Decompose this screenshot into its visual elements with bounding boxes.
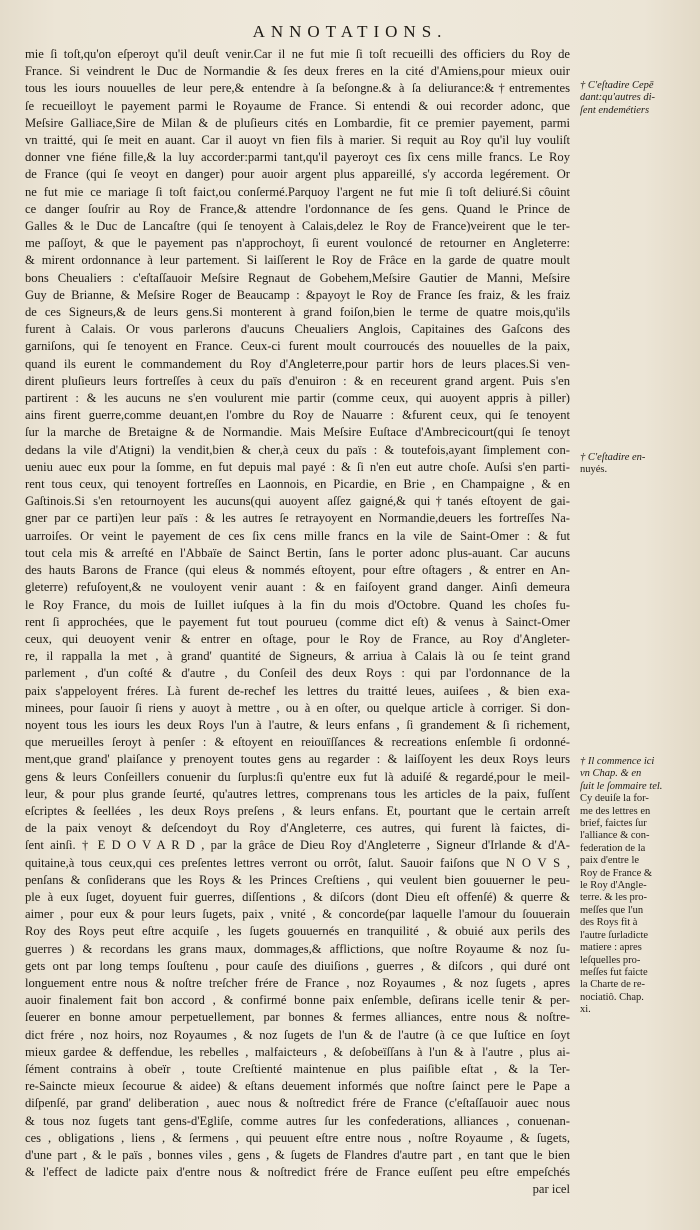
text-line: dict frére , noz hoirs, noz Royaumes , & noz ſugets de l'un & de l'autre (à ce que Iuſtice en ſoyt — [25, 1027, 570, 1042]
text-line: & mirent ordonnance à leur partement. Si laiſſerent le Roy de Frâce en la garde de quatre moult — [25, 253, 570, 268]
margin-note-line: nociatiô. Chap. — [580, 991, 644, 1003]
text-line: rent ſi approchées, que le payement fut tout pourueu (comme dict eſt) & venus à Sainct-Omer — [25, 614, 570, 629]
text-line: & l'effect de ladicte paix d'entre nous & noſtredict frére de France euſſent peu eſtre empeſchés — [25, 1165, 570, 1180]
text-line: d'une part , & le païs , bonnes viles , gens , & ſugets de Flandres d'autre part , en tant que le bien — [25, 1148, 570, 1162]
text-line: que merueilles ſeroyt à penſer : & eſtoyent en reiouïſſances & recreations enſemble ſi ordonné- — [25, 735, 570, 750]
text-line: gner par ce parti)en leur païs : & les autres ſe retrayoyent en Normandie,deuers les fortreſſes Na- — [25, 511, 570, 526]
text-line: noyent tous les iours les deux Roys l'un à l'autre, & leurs enfans , ſi grandement & ſi richement, — [25, 717, 570, 732]
text-line: mieux gardee & deffendue, les rebelles , malfaicteurs , & deſobeïſſans à l'un & à l'autre , plus ai- — [25, 1044, 570, 1059]
text-line: ſeuerer en bonne amour perpetuellement, par bonnes & fermes alliances, entre nous & noſtre- — [25, 1010, 570, 1025]
margin-note-line: des Roys fit à — [580, 917, 638, 929]
text-line: auoir finalement fait bon accord , & confirmé bonne paix enſemble, deſirans icelle tenir & per- — [25, 993, 570, 1008]
margin-note-line: l'autre ſurladicte — [580, 929, 649, 941]
text-line: leur, & pour plus grande ſeurté, qu'autres lettres, comprenans tous les articles de la paix, fuſſent — [25, 786, 570, 801]
text-line: ce danger ſouſrir au Roy de France,& attendre l'ordonnance de ſes gens. Quand le Prince de — [25, 201, 570, 216]
text-line: paix s'appeloyent fréres. Là furent de-rechef les lettres du traitté leues, auiſees , & bien exa- — [25, 683, 570, 698]
text-line: bons Cheualiers : c'eſtaſſauoir Meſsire Regnaut de Gobehem,Meſsire Gautier de Manni, Meſsire — [25, 270, 570, 285]
text-line: ceux, qui deuoyent venir & entrer en oſtage, pour le Roy de France, au Roy d'Angleter- — [25, 631, 570, 646]
margin-note-line: Roy de France & — [580, 867, 653, 879]
text-line: vn traitté, qui ſe meit en auant. Car il auoyt vn fien fils à marier. Si requit au Roy qu'il luy vouliſt — [25, 133, 570, 148]
margin-note-line: Cy deuiſe la for- — [580, 793, 649, 805]
margin-note-2 — [580, 452, 692, 477]
text-line: Galles & le Duc de Lancaſtre (qui ſe tenoyent à Calais,delez le Roy de France)veirent que le ter- — [25, 219, 570, 234]
text-line: ſur la marche de Bretaigne & de Normandie. Mais Meſsire Euſtace d'Ambrecicourt(qui ſe tenoyt — [25, 425, 570, 440]
text-line: me paſſoyt, & que le payement pas n'approchoyt, ſi eurent vouloncé de retourner en Angleterre: — [25, 236, 570, 251]
text-line: Meſsire Galliace,Sire de Milan & de pluſieurs cités en Lombardie, fit ce premier payement, parmi — [25, 115, 570, 130]
text-line: France. Si veindrent le Duc de Normandie & ſes deux freres en la cité d'Amiens,pour mieux ouir — [25, 64, 570, 79]
text-line: de la paix venoyt & deſcendoyt du Roy d'Angleterre, ces autres, qui furent là faictes, di- — [25, 821, 570, 836]
text-line: par icel — [532, 1182, 570, 1197]
text-line: penſans & conſiderans que les Roys & les Princes Creſtiens , qui veulent bien gouuerner le peu- — [25, 872, 570, 887]
text-line: gleterre) refuſoyent,& ne vouloyent venir auant : & en faiſoyent grand danger. Ainſi demeura — [25, 580, 570, 595]
text-line: donner vne fiéne fille,& la luy accorder:parmi tant,qu'il payeroyt ces ſix cens mille francs. Le Roy — [25, 150, 570, 165]
text-line: ſément contrains à obeïr , toute Creſtienté maintenue en plus paiſible eſtat , & la Ter- — [25, 1061, 570, 1076]
text-line: mie ſi toſt,qu'on eſperoyt qu'il deuſt venir.Car il ne fut mie ſi toſt recueilli des officiers du Roy de — [25, 47, 570, 61]
text-line: tout cela mis & arreſté en l'Abbaïe de Sainct Bertin, ſans le porter adonc plus-auant. Car aucuns — [25, 545, 570, 560]
margin-note-line: ſuit le ſommaire tel. — [580, 780, 663, 792]
text-line: quitaine,à tous ceux,qui ces preſentes lettres verront ou orrôt, ſalut. Sauoir faiſons que N O V S , — [25, 855, 570, 870]
text-line: longuement entre nous & noſtre treſcher frére de France , noz Royaumes , & noz ſugets , apres — [25, 975, 570, 990]
text-line: eſcriptes & ſeellées , les deux Roys preſens , & leurs enfans. Et, pourtant que le certain arreſt — [25, 803, 570, 818]
text-line: gets ont par long temps ſouſtenu , pour cauſe des diuiſions , guerres , & diſcors , qui duré ont — [25, 958, 570, 973]
text-line: re, il rappalla la met , à grand' quantité de Signeurs, & arriua à Calais là ou ſe teint grand — [25, 649, 570, 664]
margin-note-line: meſſes fut faicte — [580, 966, 648, 978]
text-line: Guy de Brianne, & Meſsire Roger de Beaucamp : &payoyt le Roy de France ſes fraiz, & les fraiz — [25, 287, 570, 302]
text-line: partirent : & les aucuns ne s'en voulurent mie partir (comme ceux, qui auoyent appris à piller) — [25, 391, 570, 406]
text-line: parlement , d'un coſté & d'autre , du Conſeil des deux Roys : qui par l'ordonnance de la — [25, 666, 570, 681]
text-line: de France (qui ſe veoyt en danger) pour auoir argent plus appareillé, s'y accorda legérement. Or — [25, 167, 570, 182]
text-line: rent tous ceux, qui tenoyent fortreſſes en Laonnois, en Picardie, en Brie , en Champaigne , & en — [25, 477, 570, 492]
text-line: aimer , pour eux & pour leurs ſugets, paix , vnité , & concorde(par laquelle l'amour du ſouuerain — [25, 907, 570, 922]
margin-note-line: paix d'entre le — [580, 855, 640, 867]
margin-note-line: meſſes que l'un — [580, 904, 644, 916]
margin-note-line: leſquelles pro- — [580, 954, 641, 966]
margin-note-line: nuyés. — [580, 464, 608, 476]
text-line: Roy des Roys peut eſtre acquiſe , les ſugets gouuernés en tranquilité , & obuié aux perils des — [25, 924, 570, 939]
margin-note-line: l'alliance & con- — [580, 830, 650, 842]
text-line: dirent pluſieurs leurs fortreſſes à ceux du païs d'enuiron : & en receurent grand argent. Puis s'en — [25, 373, 570, 388]
text-line: Gaſtinois.Si s'en retournoyent les aucuns(qui auoyent aſſez gaigné,& qui†tanés eſtoyent de gai- — [25, 494, 570, 509]
margin-note-line: terre. & les pro- — [580, 892, 648, 904]
margin-note-line: la Charte de re- — [580, 979, 646, 991]
text-line: tous les iours nouuelles de leur pere,& entendre à ſa beſongne.& à ſa deliurance:&†entrementes — [25, 81, 570, 96]
text-line: ple à eux ſuget, doyuent fuir guerres, diſſentions , & diſcors (dont Dieu eſt offenſé) & querre & — [25, 889, 570, 904]
text-line: uarroiſes. Or veint le payement de ces ſix cens mille francs en la vile de Saint-Omer : & fut — [25, 528, 570, 543]
text-line: des hauts Barons de France (qui eleus & nommés eſtoyent, pour eſtre oſtagers , & entrer en An- — [25, 563, 570, 578]
margin-note-line: brief, faictes ſur — [580, 818, 647, 830]
margin-note-3 — [580, 756, 692, 1017]
text-line: garniſons, qui ſe tenoyent en France. Ceux-ci furent moult courroucés des nouuelles de la paix, — [25, 339, 570, 354]
margin-note-line: le Roy d'Angle- — [580, 880, 647, 892]
margin-note-line: federation de la — [580, 842, 646, 854]
text-line: re-Saincte mieux ſecourue & aidee) & eſtans deuement informés que noſtre ſainct pere le Pape a — [25, 1079, 570, 1094]
margin-note-1 — [580, 80, 692, 117]
text-line: ueniu auec eux pour la ſomme, en fut depuis mal payé : & ſi n'en eut autre choſe. Auſsi s'en parti- — [25, 459, 570, 474]
text-line: minees, pour ſauoir ſi riens y auoyt à mettre , ou à en oſter, ou quelque article à corriger. Si don- — [25, 700, 570, 715]
text-line: & tous noz ſugets tant gens-d'Egliſe, comme autres ſur les confederations, alliances , conuenan- — [25, 1113, 570, 1128]
margin-note-line: † C'eſtadire Cepē — [580, 80, 654, 91]
margin-note-line: matiere : apres — [580, 942, 642, 954]
text-line: ces , obligations , liens , & ſermens , qui peuuent eſtre entre nous , noſtre Royaume , & ſugets, — [25, 1130, 570, 1145]
text-line: de ces Signeurs,& de leurs gens.Si monterent à grand foiſon,bien le terme de quatre mois,qu'ils — [25, 305, 570, 320]
margin-note-line: † C'eſtadire en- — [580, 452, 646, 463]
text-line: ment,que grand' plaiſance y prenoyent toutes gens au regarder : & laiſſoyent les deux Roys leurs — [25, 752, 570, 767]
text-line: guerres ) & recordans les grans maux, dommages,& afflictions, que noſtre Royaume & noz ſu- — [25, 941, 570, 956]
text-line: quand ils eurent le commandement du Roy d'Angleterre,pour partir hors de leurs places.Si ven- — [25, 356, 570, 371]
body-text — [25, 46, 570, 1199]
margin-note-line: † Il commence ici — [580, 756, 655, 767]
text-line: le Roy France, du mois de Iuillet iuſques à la fin du mois d'Octobre. Quand les choſes fu- — [25, 597, 570, 612]
running-head: ANNOTATIONS. — [252, 22, 448, 41]
text-line: diſpenſé, par grand' deliberation , auec nous & noſtredict frére de France (c'eſtaſſauoir auec nous — [25, 1096, 570, 1111]
margin-note-line: dant:qu'autres di- — [580, 92, 656, 104]
text-line: ſent ainſi. † E D O V A R D , par la grâce de Dieu Roy d'Angleterre , Signeur d'Irlande & d'A- — [25, 838, 570, 853]
text-line: dedans la vile d'Atigni) la vendit,bien & cher,à ceux du païs : & toutefois,ayant ſimplement con- — [25, 442, 570, 457]
margin-note-line: me des lettres en — [580, 805, 651, 817]
text-line: ains firent guerre,comme deuant,en l'ombre du Roy de Nauarre : &furent ceux, qui ſe tenoyent — [25, 408, 570, 423]
text-line: furent à Calais. Or vous parlerons d'aucuns Cheualiers Anglois, Capitaines des Gaſcons des — [25, 322, 570, 337]
margin-note-line: vn Chap. & en — [580, 768, 642, 780]
text-line: gens & leurs Conſeillers conuenir du ſurplus:ſi qu'entre eux fut là aduiſé & regardé,pour le meil- — [25, 769, 570, 784]
text-line: ſe recueilloyt le payement parmi le Royaume de France. Si entendi & oui recorder adonc, que — [25, 98, 570, 113]
margin-note-line: ſent endemétiers — [580, 104, 650, 116]
text-line: ne fut mie ce mariage ſi toſt faict,ou conſermé.Parquoy l'argent ne fut mie ſi toſt deliuré.Si côuint — [25, 184, 570, 199]
margin-note-line: xi. — [580, 1004, 591, 1016]
